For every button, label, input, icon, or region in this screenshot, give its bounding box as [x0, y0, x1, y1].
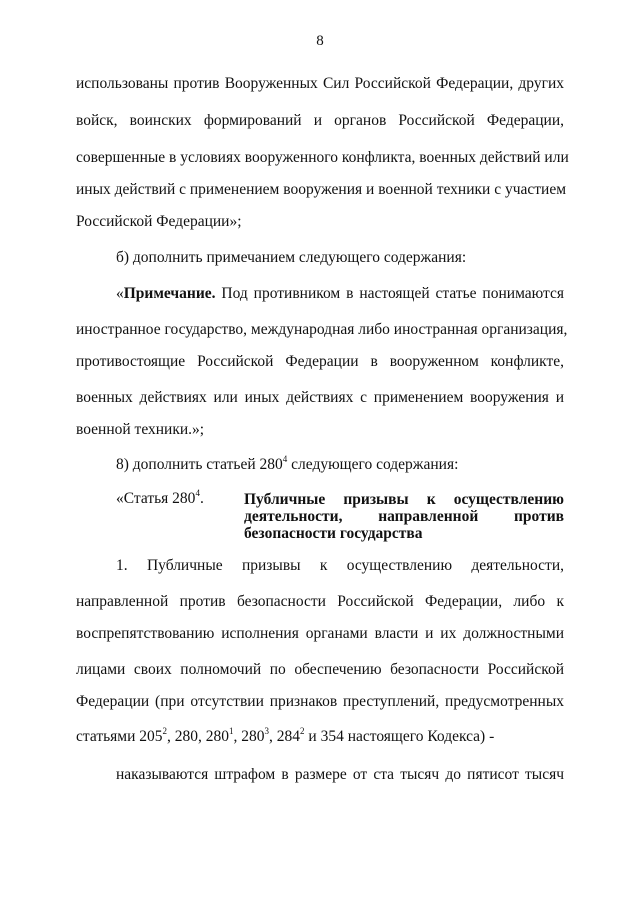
- page-number: 8: [316, 33, 324, 49]
- text-run: статьями 205: [76, 728, 163, 745]
- item-8-text: 8) дополнить статьей 280: [116, 456, 283, 473]
- para1-line: 1. Публичные призывы к осуществлению деятельности,: [116, 557, 564, 574]
- article-title-line: Публичные призывы к осуществлению: [244, 491, 564, 508]
- text-run: , 280, 280: [167, 728, 230, 745]
- para1-line: лицами своих полномочий по обеспечению безопасности Российской: [76, 661, 564, 678]
- article-label-sup: 4: [195, 487, 200, 498]
- note-line: военных действиях или иных действиях с применением вооружения и: [76, 389, 564, 406]
- article-label-dot: .: [199, 490, 204, 507]
- superscript: 1: [229, 725, 234, 736]
- article-title: [244, 491, 564, 542]
- item-8-text-after: следующего содержания:: [287, 456, 459, 473]
- text-run: , 284: [269, 728, 301, 745]
- note-open-quote: «: [116, 285, 124, 302]
- text-run: и 354 настоящего Кодекса) -: [304, 728, 495, 745]
- paragraph-line: войск, воинских формирований и органов Российской Федерации,: [76, 112, 564, 129]
- item-8-sup: 4: [282, 453, 288, 464]
- text-run: , 280: [233, 728, 265, 745]
- article-label: [116, 489, 204, 509]
- superscript: 3: [264, 725, 270, 736]
- para1-line: воспрепятствованию исполнения органами власти и их должностными: [76, 625, 564, 642]
- note-first-line: [116, 284, 564, 304]
- superscript: 2: [300, 725, 305, 736]
- item-8: [116, 455, 564, 475]
- subitem-b: б) дополнить примечанием следующего содержания:: [116, 249, 467, 266]
- para1-last-line: [76, 727, 564, 747]
- superscript: 2: [162, 725, 168, 736]
- paragraph-line: использованы против Вооруженных Сил Российской Федерации, других: [76, 75, 564, 92]
- paragraph-line: совершенные в условиях вооруженного конфликта, военных действий или: [76, 149, 569, 166]
- penalty-line: наказываются штрафом в размере от ста тысяч до пятисот тысяч: [116, 766, 564, 783]
- article-label-text: «Статья 280: [116, 490, 196, 507]
- article-title-line: деятельности, направленной против: [244, 508, 564, 525]
- para1-line: Федерации (при отсутствии признаков преступлений, предусмотренных: [76, 693, 564, 710]
- note-first-rest: Под противником в настоящей статье понимаются: [215, 285, 564, 302]
- note-label: Примечание.: [123, 285, 216, 302]
- note-line: военной техники.»;: [76, 421, 205, 438]
- paragraph-line: Российской Федерации»;: [76, 213, 242, 230]
- paragraph-line: иных действий с применением вооружения и военной техники с участием: [76, 181, 567, 198]
- note-line: иностранное государство, международная либо иностранная организация,: [76, 321, 568, 338]
- note-line: противостоящие Российской Федерации в вооруженном конфликте,: [76, 353, 564, 370]
- article-title-line: безопасности государства: [244, 525, 423, 542]
- para1-line: направленной против безопасности Российской Федерации, либо к: [76, 593, 564, 610]
